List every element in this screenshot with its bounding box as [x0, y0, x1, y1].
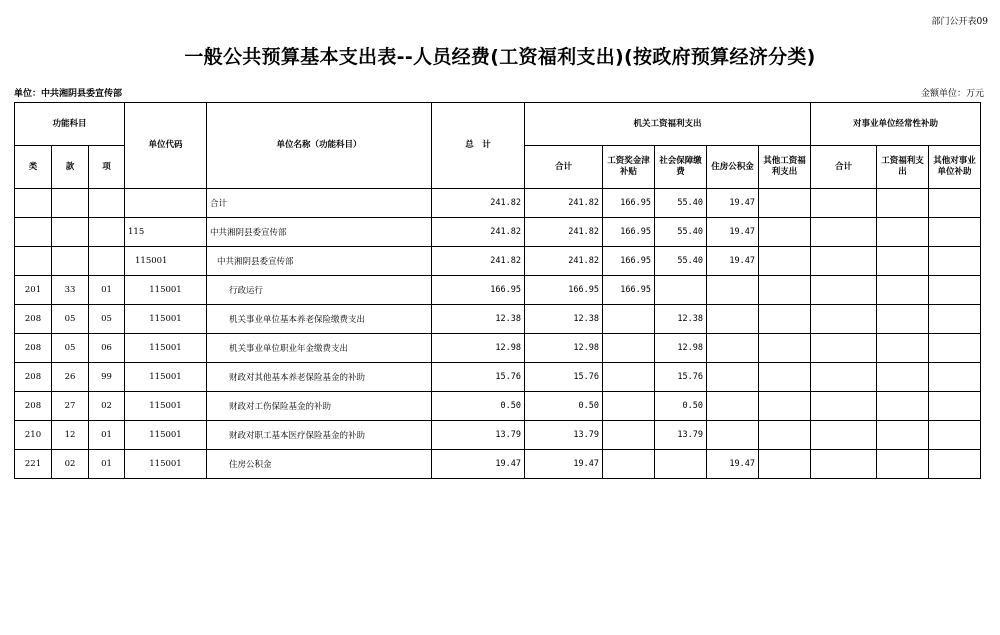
- cell-pub-subtotal: [811, 276, 877, 305]
- cell-pub-wage: [877, 450, 929, 479]
- table-row: [15, 392, 981, 421]
- amount-unit-label: 金额单位：万元: [920, 89, 984, 99]
- cell-org-subtotal: 12.38: [525, 305, 603, 334]
- cell-code: 115001: [125, 276, 207, 305]
- cell-pub-other: [929, 450, 981, 479]
- cell-kuan: 27: [52, 392, 89, 421]
- cell-pub-wage: [877, 189, 929, 218]
- cell-org-housing: 19.47: [707, 218, 759, 247]
- cell-name: 中共湘阴县委宣传部: [207, 218, 432, 247]
- cell-org-wage: [603, 334, 655, 363]
- cell-org-wage: [603, 363, 655, 392]
- cell-code: 115001: [125, 421, 207, 450]
- cell-org-subtotal: 12.98: [525, 334, 603, 363]
- table-row: [15, 363, 981, 392]
- cell-pub-other: [929, 247, 981, 276]
- cell-name: 机关事业单位基本养老保险缴费支出: [207, 305, 432, 334]
- cell-pub-subtotal: [811, 305, 877, 334]
- cell-pub-other: [929, 276, 981, 305]
- cell-org-subtotal: 166.95: [525, 276, 603, 305]
- cell-org-social: 0.50: [655, 392, 707, 421]
- cell-pub-subtotal: [811, 363, 877, 392]
- cell-xiang: 01: [89, 421, 125, 450]
- cell-pub-wage: [877, 392, 929, 421]
- cell-org-subtotal: 13.79: [525, 421, 603, 450]
- cell-pub-other: [929, 305, 981, 334]
- cell-pub-subtotal: [811, 392, 877, 421]
- cell-org-social: 55.40: [655, 189, 707, 218]
- cell-total: 19.47: [432, 450, 525, 479]
- cell-org-other: [759, 276, 811, 305]
- cell-total: 15.76: [432, 363, 525, 392]
- cell-lei: 221: [15, 450, 52, 479]
- cell-pub-subtotal: [811, 189, 877, 218]
- cell-lei: 208: [15, 392, 52, 421]
- cell-pub-other: [929, 363, 981, 392]
- cell-name: 行政运行: [207, 276, 432, 305]
- table-number-label: 部门公开表09: [931, 17, 988, 27]
- header-pub-subtotal: 合计: [811, 146, 877, 189]
- cell-org-wage: [603, 450, 655, 479]
- cell-total: 241.82: [432, 189, 525, 218]
- cell-org-housing: [707, 421, 759, 450]
- cell-pub-other: [929, 334, 981, 363]
- cell-org-housing: [707, 392, 759, 421]
- cell-name: 中共湘阴县委宣传部: [207, 247, 432, 276]
- cell-org-other: [759, 392, 811, 421]
- cell-pub-other: [929, 392, 981, 421]
- cell-code: 115001: [125, 392, 207, 421]
- cell-org-social: [655, 450, 707, 479]
- cell-xiang: 01: [89, 450, 125, 479]
- cell-xiang: [89, 189, 125, 218]
- cell-xiang: 05: [89, 305, 125, 334]
- cell-org-social: 55.40: [655, 218, 707, 247]
- cell-org-social: 12.98: [655, 334, 707, 363]
- header-pub-group: 对事业单位经常性补助: [811, 103, 981, 146]
- cell-org-housing: [707, 334, 759, 363]
- cell-org-other: [759, 218, 811, 247]
- cell-total: 241.82: [432, 218, 525, 247]
- cell-org-wage: [603, 421, 655, 450]
- cell-kuan: [52, 247, 89, 276]
- cell-total: 12.38: [432, 305, 525, 334]
- cell-org-wage: 166.95: [603, 189, 655, 218]
- cell-kuan: 26: [52, 363, 89, 392]
- cell-org-subtotal: 241.82: [525, 218, 603, 247]
- cell-code: 115001: [125, 305, 207, 334]
- cell-code: [125, 189, 207, 218]
- header-org-group: 机关工资福利支出: [525, 103, 811, 146]
- cell-org-wage: 166.95: [603, 247, 655, 276]
- cell-name: 合计: [207, 189, 432, 218]
- cell-pub-other: [929, 218, 981, 247]
- cell-total: 13.79: [432, 421, 525, 450]
- cell-total: 0.50: [432, 392, 525, 421]
- cell-xiang: [89, 247, 125, 276]
- cell-lei: [15, 247, 52, 276]
- cell-lei: 208: [15, 363, 52, 392]
- cell-org-social: 55.40: [655, 247, 707, 276]
- header-row-1: [15, 103, 981, 146]
- cell-kuan: 05: [52, 334, 89, 363]
- cell-org-wage: [603, 392, 655, 421]
- cell-org-other: [759, 363, 811, 392]
- cell-total: 166.95: [432, 276, 525, 305]
- header-pub-other: 其他对事业单位补助: [929, 146, 981, 189]
- cell-lei: [15, 189, 52, 218]
- cell-pub-wage: [877, 363, 929, 392]
- page-title: 一般公共预算基本支出表--人员经费(工资福利支出)(按政府预算经济分类): [184, 46, 816, 68]
- cell-org-housing: 19.47: [707, 450, 759, 479]
- header-lei: 类: [15, 146, 52, 189]
- cell-org-other: [759, 247, 811, 276]
- cell-org-housing: 19.47: [707, 247, 759, 276]
- cell-org-other: [759, 450, 811, 479]
- table-row: [15, 305, 981, 334]
- cell-pub-subtotal: [811, 450, 877, 479]
- cell-lei: [15, 218, 52, 247]
- table-row: [15, 334, 981, 363]
- cell-pub-subtotal: [811, 421, 877, 450]
- budget-table: [14, 102, 981, 479]
- cell-xiang: [89, 218, 125, 247]
- table-row: [15, 189, 981, 218]
- cell-name: 住房公积金: [207, 450, 432, 479]
- header-pub-wage: 工资福利支出: [877, 146, 929, 189]
- header-kuan: 款: [52, 146, 89, 189]
- cell-total: 241.82: [432, 247, 525, 276]
- cell-name: 机关事业单位职业年金缴费支出: [207, 334, 432, 363]
- cell-lei: 210: [15, 421, 52, 450]
- cell-org-other: [759, 189, 811, 218]
- cell-kuan: 02: [52, 450, 89, 479]
- cell-org-social: [655, 276, 707, 305]
- cell-lei: 201: [15, 276, 52, 305]
- cell-pub-other: [929, 189, 981, 218]
- header-xiang: 项: [89, 146, 125, 189]
- cell-org-social: 15.76: [655, 363, 707, 392]
- cell-kuan: [52, 218, 89, 247]
- cell-org-housing: [707, 363, 759, 392]
- header-unit-code: 单位代码: [125, 103, 207, 189]
- cell-code: 115001: [125, 334, 207, 363]
- header-org-housing: 住房公积金: [707, 146, 759, 189]
- cell-org-subtotal: 0.50: [525, 392, 603, 421]
- cell-kuan: [52, 189, 89, 218]
- cell-lei: 208: [15, 305, 52, 334]
- cell-pub-wage: [877, 218, 929, 247]
- cell-xiang: 01: [89, 276, 125, 305]
- header-total: 总 计: [432, 103, 525, 189]
- table-row: [15, 450, 981, 479]
- cell-pub-wage: [877, 247, 929, 276]
- cell-kuan: 05: [52, 305, 89, 334]
- cell-xiang: 06: [89, 334, 125, 363]
- cell-org-housing: [707, 276, 759, 305]
- cell-code: 115001: [125, 363, 207, 392]
- cell-org-social: 13.79: [655, 421, 707, 450]
- table-row: [15, 276, 981, 305]
- table-row: [15, 421, 981, 450]
- cell-pub-subtotal: [811, 247, 877, 276]
- cell-org-subtotal: 19.47: [525, 450, 603, 479]
- cell-name: 财政对其他基本养老保险基金的补助: [207, 363, 432, 392]
- cell-pub-subtotal: [811, 334, 877, 363]
- cell-org-wage: 166.95: [603, 276, 655, 305]
- header-org-wage: 工资奖金津补贴: [603, 146, 655, 189]
- cell-org-social: 12.38: [655, 305, 707, 334]
- cell-pub-wage: [877, 305, 929, 334]
- cell-pub-wage: [877, 421, 929, 450]
- cell-org-other: [759, 334, 811, 363]
- cell-org-subtotal: 241.82: [525, 247, 603, 276]
- cell-total: 12.98: [432, 334, 525, 363]
- cell-xiang: 02: [89, 392, 125, 421]
- header-unit-name: 单位名称（功能科目）: [207, 103, 432, 189]
- cell-pub-other: [929, 421, 981, 450]
- cell-lei: 208: [15, 334, 52, 363]
- cell-pub-wage: [877, 276, 929, 305]
- header-org-other: 其他工资福利支出: [759, 146, 811, 189]
- cell-kuan: 12: [52, 421, 89, 450]
- cell-kuan: 33: [52, 276, 89, 305]
- cell-org-wage: 166.95: [603, 218, 655, 247]
- table-row: [15, 218, 981, 247]
- cell-org-wage: [603, 305, 655, 334]
- header-org-subtotal: 合计: [525, 146, 603, 189]
- cell-org-other: [759, 305, 811, 334]
- cell-code: 115001: [125, 247, 207, 276]
- cell-org-housing: 19.47: [707, 189, 759, 218]
- cell-org-subtotal: 15.76: [525, 363, 603, 392]
- header-func-subject: 功能科目: [15, 103, 125, 146]
- header-org-social: 社会保障缴费: [655, 146, 707, 189]
- cell-name: 财政对工伤保险基金的补助: [207, 392, 432, 421]
- cell-org-housing: [707, 305, 759, 334]
- cell-name: 财政对职工基本医疗保险基金的补助: [207, 421, 432, 450]
- cell-pub-wage: [877, 334, 929, 363]
- cell-code: 115001: [125, 450, 207, 479]
- cell-org-subtotal: 241.82: [525, 189, 603, 218]
- table-row: [15, 247, 981, 276]
- cell-org-other: [759, 421, 811, 450]
- unit-label: 单位：中共湘阴县委宣传部: [14, 89, 123, 99]
- cell-xiang: 99: [89, 363, 125, 392]
- cell-pub-subtotal: [811, 218, 877, 247]
- cell-code: 115: [125, 218, 207, 247]
